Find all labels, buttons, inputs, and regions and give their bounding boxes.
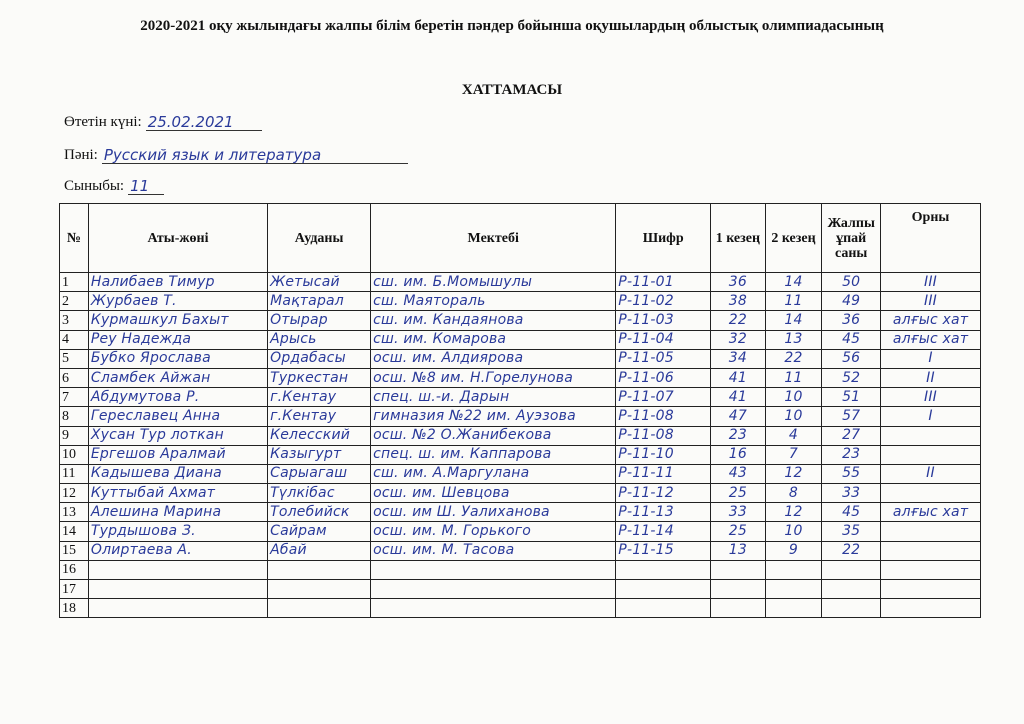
school-cell: осш. им. М. Тасова [371, 541, 616, 560]
total-score-cell: 55 [822, 464, 881, 483]
stage2-score-cell: 14 [765, 311, 822, 330]
student-name-cell: Бубко Ярослава [88, 349, 267, 368]
row-number-cell: 4 [60, 330, 89, 349]
results-table [59, 203, 981, 618]
table-row [60, 349, 981, 368]
code-cell: Р-11-01 [616, 273, 711, 292]
school-cell: сш. Маятораль [371, 292, 616, 311]
student-name-cell: Сламбек Айжан [88, 368, 267, 387]
table-body [60, 273, 981, 618]
district-cell: г.Кентау [268, 407, 371, 426]
table-row [60, 445, 981, 464]
row-number-cell: 9 [60, 426, 89, 445]
district-cell: Жетысай [268, 273, 371, 292]
header-stage1: 1 кезең [711, 204, 766, 273]
district-cell: Абай [268, 541, 371, 560]
school-cell: сш. им. Комарова [371, 330, 616, 349]
table-row [60, 311, 981, 330]
stage2-score-cell: 12 [765, 503, 822, 522]
total-score-cell: 57 [822, 407, 881, 426]
header-place: Орны [881, 204, 981, 273]
stage2-score-cell: 9 [765, 541, 822, 560]
date-value: 25.02.2021 [146, 114, 262, 131]
total-score-cell: 49 [822, 292, 881, 311]
stage2-score-cell: 4 [765, 426, 822, 445]
stage2-score-cell: 8 [765, 484, 822, 503]
student-name-cell: Ергешов Аралмай [88, 445, 267, 464]
stage1-score-cell: 33 [711, 503, 766, 522]
row-number-cell: 15 [60, 541, 89, 560]
total-score-cell: 33 [822, 484, 881, 503]
row-number-cell: 17 [60, 580, 89, 599]
header-code: Шифр [616, 204, 711, 273]
code-cell: Р-11-06 [616, 368, 711, 387]
code-cell [616, 580, 711, 599]
district-cell: Түлкібас [268, 484, 371, 503]
student-name-cell: Хусан Тур лоткан [88, 426, 267, 445]
student-name-cell: Курмашкул Бахыт [88, 311, 267, 330]
student-name-cell: Гереславец Анна [88, 407, 267, 426]
total-score-cell [822, 580, 881, 599]
table-header-row [60, 204, 981, 273]
date-label: Өтетін күні: [64, 114, 142, 130]
stage1-score-cell [711, 580, 766, 599]
student-name-cell: Абдумутова Р. [88, 388, 267, 407]
code-cell: Р-11-07 [616, 388, 711, 407]
subject-field [64, 147, 408, 164]
row-number-cell: 10 [60, 445, 89, 464]
table-row [60, 484, 981, 503]
stage1-score-cell [711, 599, 766, 618]
table-row [60, 599, 981, 618]
class-value: 11 [128, 178, 164, 195]
stage2-score-cell: 12 [765, 464, 822, 483]
header-name: Аты-жөні [88, 204, 267, 273]
row-number-cell: 16 [60, 560, 89, 579]
stage2-score-cell: 22 [765, 349, 822, 368]
row-number-cell: 7 [60, 388, 89, 407]
table-row [60, 522, 981, 541]
school-cell: осш. им. М. Горького [371, 522, 616, 541]
school-cell: сш. им. А.Маргулана [371, 464, 616, 483]
table-row [60, 273, 981, 292]
student-name-cell [88, 599, 267, 618]
code-cell: Р-11-10 [616, 445, 711, 464]
school-cell: сш. им. Кандаянова [371, 311, 616, 330]
school-cell: осш. им. Алдиярова [371, 349, 616, 368]
school-cell: гимназия №22 им. Ауэзова [371, 407, 616, 426]
place-cell: I [881, 407, 981, 426]
date-field [64, 114, 262, 131]
place-cell: III [881, 273, 981, 292]
stage2-score-cell: 10 [765, 388, 822, 407]
school-cell [371, 599, 616, 618]
total-score-cell: 56 [822, 349, 881, 368]
district-cell: Толебийск [268, 503, 371, 522]
place-cell [881, 541, 981, 560]
school-cell: спец. ш. им. Каппарова [371, 445, 616, 464]
place-cell [881, 522, 981, 541]
table-row [60, 330, 981, 349]
stage1-score-cell: 13 [711, 541, 766, 560]
code-cell: Р-11-05 [616, 349, 711, 368]
stage2-score-cell: 11 [765, 292, 822, 311]
district-cell [268, 580, 371, 599]
stage1-score-cell: 38 [711, 292, 766, 311]
district-cell: Сайрам [268, 522, 371, 541]
district-cell: Казыгурт [268, 445, 371, 464]
row-number-cell: 13 [60, 503, 89, 522]
place-cell [881, 560, 981, 579]
table-row [60, 292, 981, 311]
district-cell: Ордабасы [268, 349, 371, 368]
header-district: Ауданы [268, 204, 371, 273]
page-title: 2020-2021 оқу жылындағы жалпы білім беретін пәндер бойынша оқушылардың облыстық олимпиадасының [140, 18, 884, 34]
header-school: Мектебі [371, 204, 616, 273]
code-cell: Р-11-08 [616, 407, 711, 426]
total-score-cell: 51 [822, 388, 881, 407]
code-cell: Р-11-04 [616, 330, 711, 349]
code-cell: Р-11-11 [616, 464, 711, 483]
school-cell: осш. №8 им. Н.Горелунова [371, 368, 616, 387]
stage2-score-cell [765, 560, 822, 579]
stage1-score-cell: 41 [711, 388, 766, 407]
table-row [60, 580, 981, 599]
stage1-score-cell: 22 [711, 311, 766, 330]
stage2-score-cell: 7 [765, 445, 822, 464]
place-cell: III [881, 292, 981, 311]
place-cell: I [881, 349, 981, 368]
table-row [60, 464, 981, 483]
stage1-score-cell: 32 [711, 330, 766, 349]
student-name-cell: Куттыбай Ахмат [88, 484, 267, 503]
total-score-cell: 45 [822, 330, 881, 349]
table-row [60, 560, 981, 579]
code-cell [616, 560, 711, 579]
total-score-cell: 52 [822, 368, 881, 387]
subject-label: Пәні: [64, 147, 98, 163]
district-cell: Арысь [268, 330, 371, 349]
place-cell: III [881, 388, 981, 407]
stage2-score-cell: 10 [765, 522, 822, 541]
header-stage2: 2 кезең [765, 204, 822, 273]
stage1-score-cell: 41 [711, 368, 766, 387]
stage1-score-cell: 16 [711, 445, 766, 464]
district-cell [268, 560, 371, 579]
school-cell [371, 580, 616, 599]
stage2-score-cell: 11 [765, 368, 822, 387]
school-cell [371, 560, 616, 579]
total-score-cell: 27 [822, 426, 881, 445]
code-cell: Р-11-12 [616, 484, 711, 503]
student-name-cell: Журбаев Т. [88, 292, 267, 311]
place-cell [881, 445, 981, 464]
code-cell: Р-11-08 [616, 426, 711, 445]
stage1-score-cell: 43 [711, 464, 766, 483]
total-score-cell: 36 [822, 311, 881, 330]
stage1-score-cell: 25 [711, 522, 766, 541]
total-score-cell [822, 560, 881, 579]
student-name-cell: Олиртаева А. [88, 541, 267, 560]
stage1-score-cell: 34 [711, 349, 766, 368]
row-number-cell: 6 [60, 368, 89, 387]
table-row [60, 503, 981, 522]
student-name-cell [88, 580, 267, 599]
total-score-cell: 22 [822, 541, 881, 560]
district-cell [268, 599, 371, 618]
student-name-cell: Реу Надежда [88, 330, 267, 349]
code-cell: Р-11-03 [616, 311, 711, 330]
row-number-cell: 18 [60, 599, 89, 618]
row-number-cell: 5 [60, 349, 89, 368]
stage2-score-cell: 14 [765, 273, 822, 292]
school-cell: спец. ш.-и. Дарын [371, 388, 616, 407]
row-number-cell: 2 [60, 292, 89, 311]
document-heading: ХАТТАМАСЫ [461, 82, 563, 98]
place-cell: алғыс хат [881, 330, 981, 349]
stage1-score-cell: 25 [711, 484, 766, 503]
total-score-cell [822, 599, 881, 618]
row-number-cell: 14 [60, 522, 89, 541]
code-cell [616, 599, 711, 618]
district-cell: Келесский [268, 426, 371, 445]
table-row [60, 388, 981, 407]
stage2-score-cell [765, 580, 822, 599]
total-score-cell: 35 [822, 522, 881, 541]
district-cell: Отырар [268, 311, 371, 330]
row-number-cell: 12 [60, 484, 89, 503]
class-field [64, 178, 164, 195]
stage1-score-cell: 36 [711, 273, 766, 292]
code-cell: Р-11-15 [616, 541, 711, 560]
table-row [60, 541, 981, 560]
table-row [60, 368, 981, 387]
student-name-cell: Налибаев Тимур [88, 273, 267, 292]
student-name-cell: Алешина Марина [88, 503, 267, 522]
code-cell: Р-11-13 [616, 503, 711, 522]
place-cell: II [881, 464, 981, 483]
row-number-cell: 3 [60, 311, 89, 330]
row-number-cell: 11 [60, 464, 89, 483]
school-cell: осш. им Ш. Уалиханова [371, 503, 616, 522]
place-cell [881, 426, 981, 445]
table-row [60, 426, 981, 445]
place-cell [881, 484, 981, 503]
total-score-cell: 23 [822, 445, 881, 464]
header-no: № [60, 204, 89, 273]
stage2-score-cell: 10 [765, 407, 822, 426]
place-cell: алғыс хат [881, 503, 981, 522]
student-name-cell: Турдышова З. [88, 522, 267, 541]
stage1-score-cell: 23 [711, 426, 766, 445]
school-cell: сш. им. Б.Момышулы [371, 273, 616, 292]
class-label: Сыныбы: [64, 178, 125, 194]
code-cell: Р-11-14 [616, 522, 711, 541]
stage2-score-cell [765, 599, 822, 618]
district-cell: Сарыагаш [268, 464, 371, 483]
district-cell: Мақтарал [268, 292, 371, 311]
code-cell: Р-11-02 [616, 292, 711, 311]
total-score-cell: 45 [822, 503, 881, 522]
school-cell: осш. №2 О.Жанибекова [371, 426, 616, 445]
district-cell: г.Кентау [268, 388, 371, 407]
place-cell [881, 599, 981, 618]
school-cell: осш. им. Шевцова [371, 484, 616, 503]
place-cell: алғыс хат [881, 311, 981, 330]
row-number-cell: 1 [60, 273, 89, 292]
stage2-score-cell: 13 [765, 330, 822, 349]
student-name-cell: Кадышева Диана [88, 464, 267, 483]
stage1-score-cell: 47 [711, 407, 766, 426]
header-total: Жалпы ұпай саны [822, 204, 881, 273]
place-cell [881, 580, 981, 599]
subject-value: Русский язык и литература [102, 147, 408, 164]
row-number-cell: 8 [60, 407, 89, 426]
total-score-cell: 50 [822, 273, 881, 292]
student-name-cell [88, 560, 267, 579]
place-cell: II [881, 368, 981, 387]
district-cell: Туркестан [268, 368, 371, 387]
table-row [60, 407, 981, 426]
stage1-score-cell [711, 560, 766, 579]
